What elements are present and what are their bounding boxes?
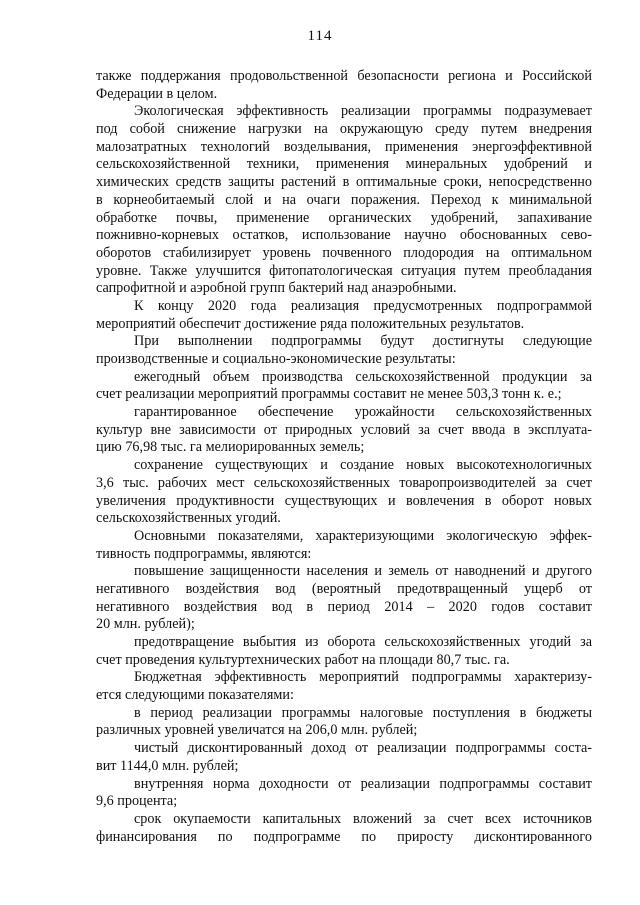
text-line: мероприятий обеспечит достижение ряда положительных результатов.: [96, 315, 525, 332]
text-line: уровне. Также улучшится фитопатологическая ситуация путем преобладания: [96, 262, 592, 279]
document-body: [96, 68, 592, 846]
text-line: повышение защищенности населения и земель от наводнений и другого: [134, 563, 592, 580]
text-line: 3,6 тыс. рабочих мест сельскохозяйственных товаропроизводителей за счет: [96, 474, 592, 491]
text-line: пожнивно-корневых остатков, использование научно обоснованных сево-: [96, 227, 592, 244]
text-line: сельскохозяйственных угодий.: [96, 510, 281, 527]
text-line: предотвращение выбытия из оборота сельскохозяйственных угодий за: [134, 634, 592, 650]
text-line: увеличения продуктивности существующих и вовлечения в оборот новых: [96, 492, 592, 509]
text-line: Федерации в целом.: [96, 85, 218, 102]
text-line: При выполнении подпрограммы будут достигнуты следующие: [134, 333, 592, 350]
text-line: ежегодный объем производства сельскохозяйственной продукции за: [134, 368, 592, 385]
text-line: вит 1144,0 млн. рублей;: [96, 757, 239, 774]
text-line: 9,6 процента;: [96, 793, 178, 810]
text-line: производственные и социально-экономические результаты:: [96, 351, 456, 367]
text-line: сапрофитной и аэробной групп бактерий над анаэробными.: [96, 280, 457, 297]
text-line: малозатратных технологий возделывания, применения энергоэффективной: [96, 138, 592, 155]
text-line: негативного воздействия вод (вероятный предотвращенный ущерб от: [96, 580, 592, 597]
text-line: Экологическая эффективность реализации программы подразумевает: [134, 103, 592, 120]
text-line: цию 76,98 тыс. га мелиорированных земель;: [96, 439, 365, 456]
text-line: 20 млн. рублей);: [96, 616, 195, 633]
text-line: финансирования по подпрограмме по приросту дисконтированного: [96, 828, 592, 845]
page-number: 114: [307, 28, 333, 44]
text-line: внутренняя норма доходности от реализации подпрограммы составит: [134, 775, 592, 792]
text-line: негативного воздействия вод в период 2014 – 2020 годов составит: [96, 598, 592, 615]
text-line: сельскохозяйственной техники, применения минеральных удобрений и: [96, 156, 592, 173]
text-line: сохранение существующих и создание новых высокотехнологичных: [134, 457, 592, 474]
text-line: под собой снижение нагрузки на окружающую среду путем внедрения: [96, 121, 592, 138]
text-line: также поддержания продовольственной безопасности региона и Российской: [96, 68, 592, 84]
text-line: К концу 2020 года реализация предусмотренных подпрограммой: [134, 297, 592, 314]
text-line: тивность подпрограммы, являются:: [96, 545, 312, 562]
text-line: обработке почвы, применение органических удобрений, запахивание: [96, 209, 592, 226]
text-line: оборотов стабилизирует уровень почвенного плодородия на оптимальном: [96, 244, 592, 261]
text-line: гарантированное обеспечение урожайности сельскохозяйственных: [134, 404, 592, 421]
text-line: ется следующими показателями:: [96, 687, 294, 704]
text-line: счет проведения культуртехнических работ на площади 80,7 тыс. га.: [96, 651, 510, 668]
text-line: Бюджетная эффективность мероприятий подпрограммы характеризу-: [134, 669, 592, 686]
text-line: счет реализации мероприятий программы составит не менее 503,3 тонн к. е.;: [96, 386, 562, 403]
text-line: Основными показателями, характеризующими экологическую эффек-: [134, 527, 592, 544]
text-line: в период реализации программы налоговые поступления в бюджеты: [134, 704, 592, 721]
text-line: срок окупаемости капитальных вложений за счет всех источников: [134, 810, 592, 827]
text-line: химических средств защиты растений в оптимальные сроки, непосредственно: [96, 174, 592, 191]
text-line: различных уровней увеличатся на 206,0 млн. рублей;: [96, 722, 418, 739]
text-line: в корнеобитаемый слой и на очаги поражения. Переход к минимальной: [96, 191, 592, 208]
text-line: культур вне зависимости от природных условий за счет ввода в эксплуата-: [96, 421, 592, 438]
text-line: чистый дисконтированный доход от реализации подпрограммы соста-: [134, 740, 592, 757]
